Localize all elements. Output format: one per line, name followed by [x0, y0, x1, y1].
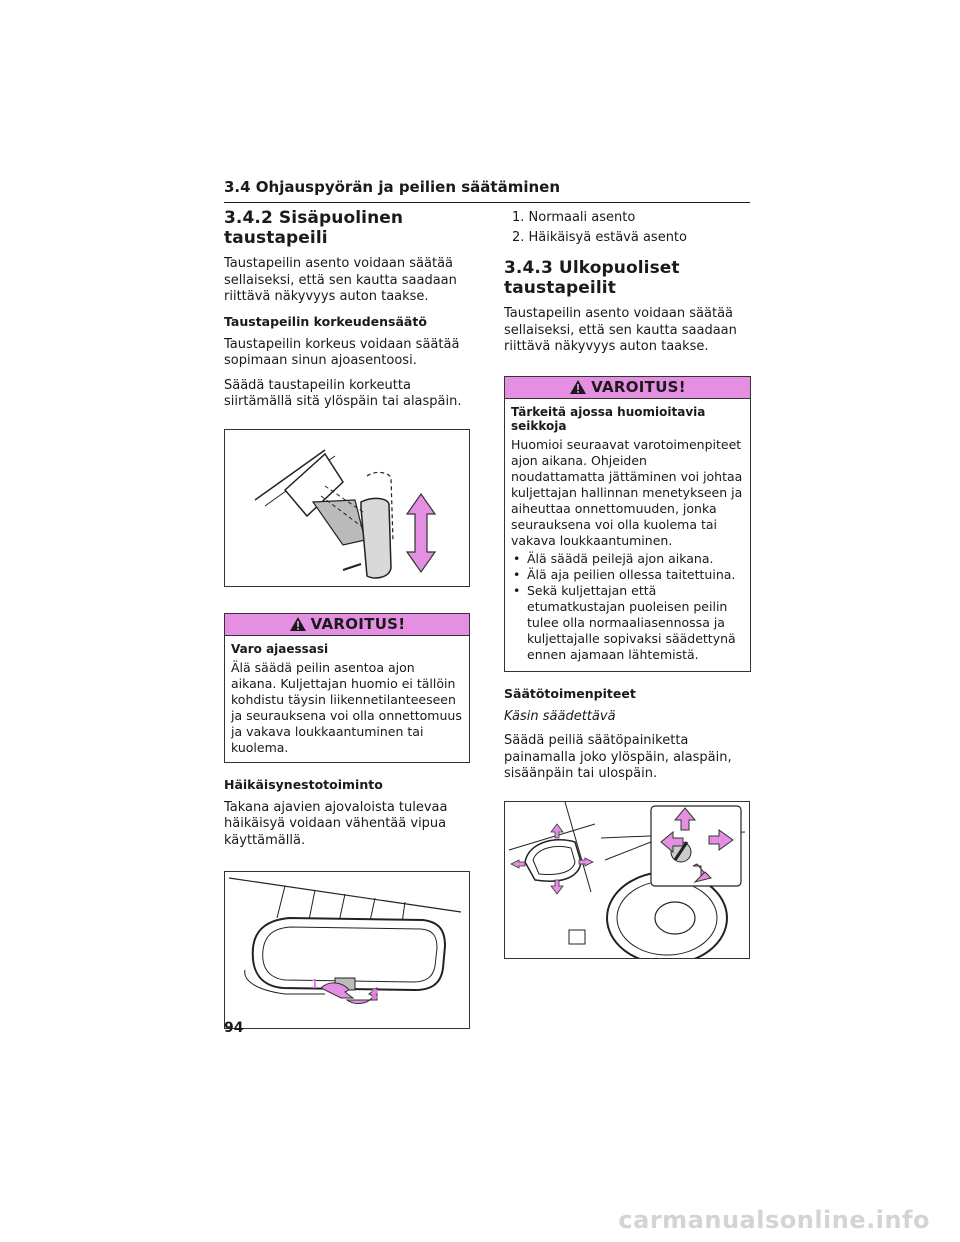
- warning-label: VAROITUS!: [310, 615, 406, 633]
- section-heading-inner-mirror: 3.4.2 Sisäpuolinen taustapeili: [224, 208, 404, 248]
- watermark: carmanualsonline.info: [618, 1206, 930, 1234]
- warning-header: [505, 377, 750, 399]
- running-header: 3.4 Ohjauspyörän ja peilien säätäminen: [224, 178, 750, 203]
- height-adjust-subhead: Taustapeilin korkeudensäätö: [224, 313, 427, 329]
- manual-adjust-text: Säädä peiliä säätöpainiketta painamalla joko ylöspäin, alaspäin, sisäänpäin tai ulospäin.: [504, 733, 732, 781]
- warning-icon: [289, 616, 307, 632]
- warning-label: VAROITUS!: [591, 378, 686, 396]
- warning-subhead: Tärkeitä ajossa huomioitavia seikkoja: [511, 404, 706, 433]
- inner-mirror-intro: Taustapeilin asento voidaan säätää sellaiseksi, että sen kautta saadaan riittävä näkyvyys auton taakse.: [224, 256, 457, 304]
- warning-header: [225, 614, 469, 636]
- warning-bullets: [511, 551, 744, 663]
- antiglare-illustration: [225, 872, 469, 1028]
- warning-body: [505, 399, 750, 671]
- manual-adjust-label: Käsin säädettävä: [504, 708, 616, 724]
- list-item: • Sekä kuljettajan että etumatkustajan puoleisen peilin tulee olla normaaliasennossa ja kuljettajalle sopivaksi säädettynä ennen ajamaan lähtemistä.: [511, 583, 744, 663]
- antiglare-subhead: Häikäisynestotoiminto: [224, 776, 383, 792]
- right-column: [504, 208, 751, 959]
- list-item: • Älä aja peilien ollessa taitettuina.: [511, 567, 744, 583]
- antiglare-figure: [224, 871, 470, 1029]
- warning-subhead: Varo ajaessasi: [231, 641, 329, 656]
- warning-text: Älä säädä peilin asentoa ajon aikana. Kuljettajan huomio ei tällöin kohdistu täysin liikennetilanteeseen ja seurauksena voi olla onnettomuus ja vakava loukkaantuminen tai kuolema.: [231, 659, 462, 755]
- page-number: 94: [224, 1020, 244, 1036]
- mirror-height-illustration: [225, 430, 469, 586]
- figure-label-1: 1: [311, 976, 319, 991]
- list-item: • Älä säädä peilejä ajon aikana.: [511, 551, 744, 567]
- list-item: 2. Häikäisyä estävä asento: [512, 230, 687, 245]
- warning-icon: [569, 379, 587, 395]
- figure-label-2: 2: [371, 986, 379, 1001]
- mirror-height-figure: [224, 429, 470, 587]
- outer-mirror-figure: [504, 801, 750, 959]
- warning-text: Huomioi seuraavat varotoimenpiteet ajon aikana. Ohjeiden noudattamatta jättäminen voi johtaa kuljettajan hallinnan menetykseen ja aiheuttaa onnettomuuden, jonka seurauksena voi olla kuolema tai vakava loukkaantuminen.: [511, 436, 743, 548]
- list-item: 1. Normaali asento: [512, 210, 636, 225]
- outer-mirror-illustration: [505, 802, 749, 958]
- warning-box-important: [504, 376, 751, 672]
- antiglare-text: Takana ajavien ajovaloista tulevaa häikäisyä voidaan vähentää vipua käyttämällä.: [224, 799, 448, 848]
- antiglare-position-list: [504, 208, 751, 248]
- warning-box-driving: [224, 613, 470, 763]
- warning-body: [225, 636, 469, 762]
- left-column: [224, 208, 470, 1029]
- procedure-subhead: Säätötoimenpiteet: [504, 685, 636, 701]
- section-heading-outer-mirrors: 3.4.3 Ulkopuoliset taustapeilit: [504, 258, 680, 298]
- height-adjust-text-1: Taustapeilin korkeus voidaan säätää sopimaan sinun ajoasentoosi.: [224, 336, 460, 368]
- height-adjust-text-2: Säädä taustapeilin korkeutta siirtämällä sitä ylöspäin tai alaspäin.: [224, 377, 462, 409]
- outer-mirror-intro: Taustapeilin asento voidaan säätää sellaiseksi, että sen kautta saadaan riittävä näkyvyys auton taakse.: [504, 306, 737, 354]
